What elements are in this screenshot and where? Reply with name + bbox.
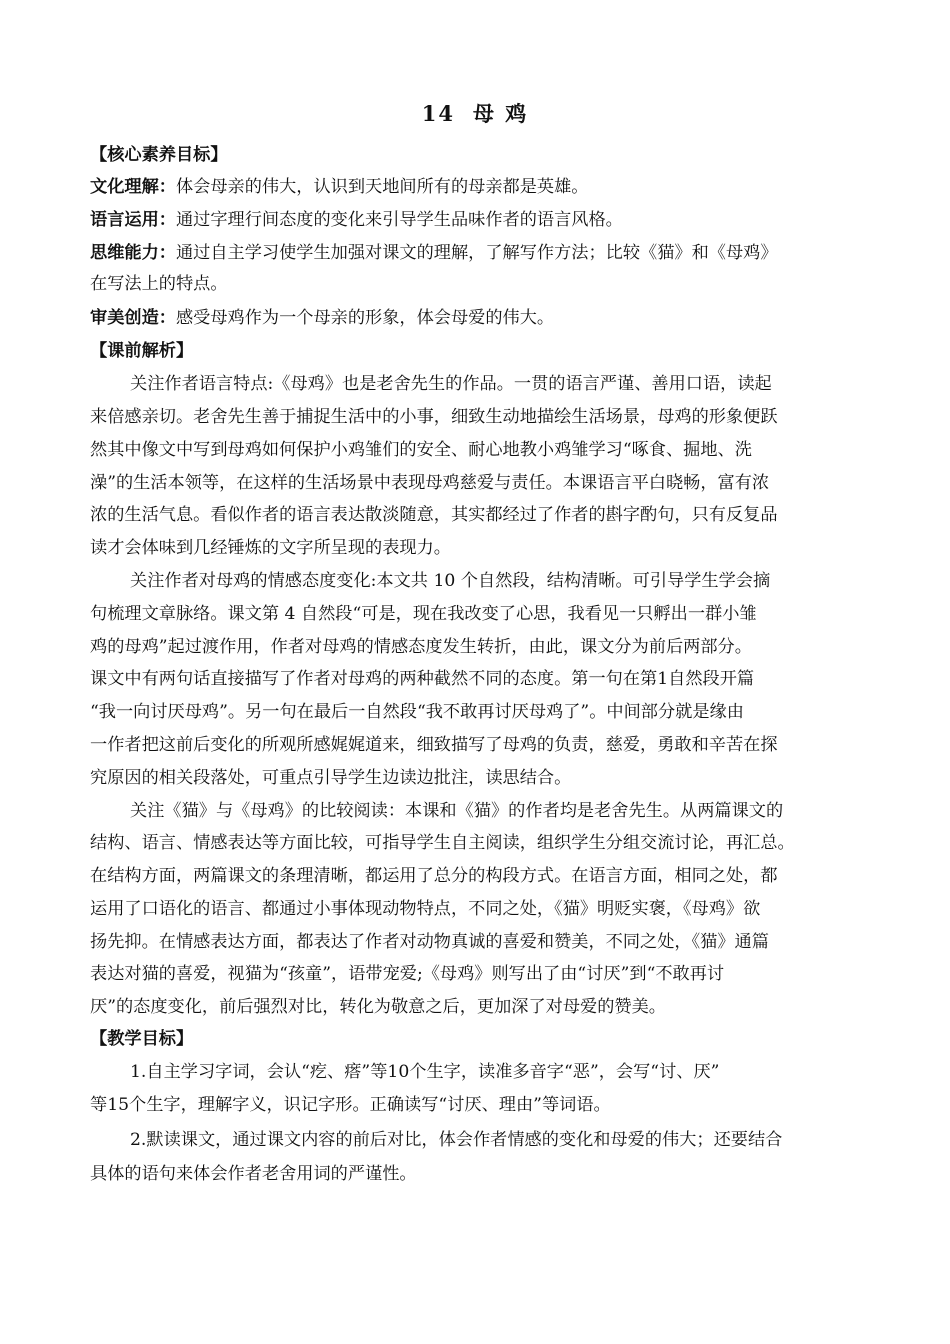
analysis-line: 关注作者语言特点:《母鸡》也是老舍先生的作品。一贯的语言严谨、善用口语，读起 [130,374,772,394]
teaching-line: 2.默读课文，通过课文内容的前后对比，体会作者情感的变化和母爱的伟大；还要结合 [130,1130,783,1150]
section-heading-teaching-goals: 【教学目标】 [90,1029,194,1049]
analysis-line: 来倍感亲切。老舍先生善于捕捉生活中的小事，细致生动地描绘生活场景，母鸡的形象便跃 [90,407,778,427]
section-heading-core-goals: 【核心素养目标】 [90,145,228,165]
analysis-line: 扬先抑。在情感表达方面，都表达了作者对动物真诚的喜爱和赞美，不同之处，《猫》通篇 [90,932,769,952]
analysis-line: 关注作者对母鸡的情感态度变化:本文共 10 个自然段，结构清晰。可引导学生学会摘 [130,571,771,591]
section-heading-analysis: 【课前解析】 [90,341,194,361]
goal-language [90,208,870,232]
analysis-line: 一作者把这前后变化的所观所感娓娓道来，细致描写了母鸡的负责，慈爱，勇敢和辛苦在探 [90,735,778,755]
teaching-line: 具体的语句来体会作者老舍用词的严谨性。 [90,1164,417,1184]
goal-text: 体会母亲的伟大，认识到天地间所有的母亲都是英雄。 [175,177,589,197]
goal-label: 思维能力： [90,243,176,263]
analysis-line: 在结构方面，两篇课文的条理清晰，都运用了总分的构段方式。在语言方面，相同之处，都 [90,866,778,886]
goal-thinking [90,241,870,265]
title-number: 14 [421,101,455,126]
goal-label: 审美创造： [90,308,176,328]
analysis-line: 运用了口语化的语言、都通过小事体现动物特点，不同之处，《猫》明贬实褒，《母鸡》欲 [90,899,761,919]
analysis-line: 表达对猫的喜爱，视猫为“孩童”，语带宠爱;《母鸡》则写出了由“讨厌”到“不敢再讨 [90,964,725,984]
page-title [0,98,950,128]
analysis-line: 究原因的相关段落处，可重点引导学生边读边批注，读思结合。 [90,768,572,788]
analysis-line: 鸡的母鸡”起过渡作用，作者对母鸡的情感态度发生转折，由此，课文分为前后两部分。 [90,637,752,657]
goal-text: 通过字理行间态度的变化来引导学生品味作者的语言风格。 [175,210,623,230]
analysis-line: 关注《猫》与《母鸡》的比较阅读：本课和《猫》的作者均是老舍先生。从两篇课文的 [130,801,784,821]
analysis-line: 然其中像文中写到母鸡如何保护小鸡雏们的安全、耐心地教小鸡雏学习“啄食、掘地、洗 [90,440,752,460]
analysis-line: 课文中有两句话直接描写了作者对母鸡的两种截然不同的态度。第一句在第1自然段开篇 [90,669,755,689]
goal-text: 感受母鸡作为一个母亲的形象，体会母爱的伟大。 [175,308,555,328]
goal-label: 语言运用： [90,210,176,230]
teaching-line: 等15个生字，理解字义，识记字形。正确读写“讨厌、理由”等词语。 [90,1095,611,1115]
analysis-line: 结构、语言、情感表达等方面比较，可指导学生自主阅读，组织学生分组交流讨论，再汇总。 [90,833,795,853]
teaching-line: 1.自主学习字词，会认“疙、瘩”等10个生字，读准多音字“恶”，会写“讨、厌” [130,1062,720,1082]
analysis-line: 读才会体味到几经锤炼的文字所呈现的表现力。 [90,538,451,558]
goal-text: 通过自主学习使学生加强对课文的理解，了解写作方法；比较《猫》和《母鸡》 [175,243,778,263]
goal-aesthetic [90,306,870,330]
title-text: 母 鸡 [472,101,529,126]
goal-culture [90,175,870,199]
goal-label: 文化理解： [90,177,176,197]
goal-thinking-cont: 在写法上的特点。 [90,274,228,294]
analysis-line: 厌”的态度变化，前后强烈对比，转化为敬意之后，更加深了对母爱的赞美。 [90,997,666,1017]
analysis-line: 澡”的生活本领等，在这样的生活场景中表现母鸡慈爱与责任。本课语言平白晓畅，富有浓 [90,473,770,493]
analysis-line: “我一向讨厌母鸡”。另一句在最后一自然段“我不敢再讨厌母鸡了”。中间部分就是缘由 [90,702,744,722]
analysis-line: 句梳理文章脉络。课文第 4 自然段“可是，现在我改变了心思，我看见一只孵出一群小雏 [90,604,757,624]
analysis-line: 浓的生活气息。看似作者的语言表达散淡随意，其实都经过了作者的斟字酌句，只有反复品 [90,505,778,525]
